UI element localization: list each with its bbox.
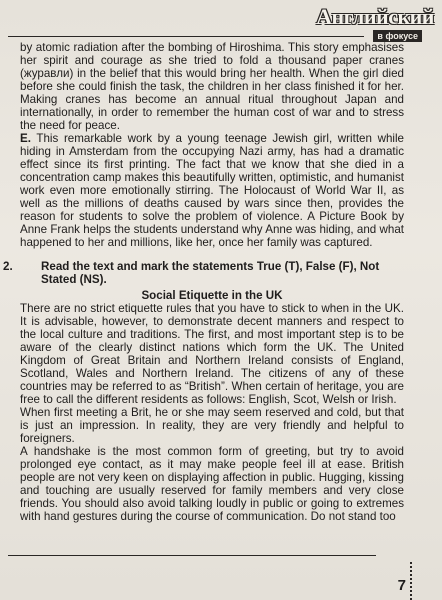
header-divider [8, 36, 364, 37]
body-paragraph-1: There are no strict etiquette rules that you have to stick to when in the UK. It is advisable, however, to demonstrate decent manners and respect to the local culture and traditions. The first, and most important step is to be aware of the clearly distinct nations which form the UK. The United Kingdom of Great Britain and Northern Ireland consists of England, Scotland, Wales and Northern Ireland. The citizens of any of these countries may be referred to as “British”. When certain of heritage, you are free to call the different residents as follows: English, Scot, Welsh or Irish. [20, 302, 404, 406]
body-paragraph-2: When first meeting a Brit, he or she may seem reserved and cold, but that is just an impression. In reality, they are very friendly and helpful to foreigners. [20, 406, 404, 445]
body-paragraph-3: A handshake is the most common form of greeting, but try to avoid prolonged eye contact, as it may make people feel ill at ease. British people are not very keen on displaying affection in public. Hugging, kissing and touching are usually reserved for family members and very close friends. You should also avoid talking loudly in public or going to extremes with hand gestures during the course of communication. Do not stand too [20, 445, 404, 523]
section-title: Social Etiquette in the UK [141, 289, 283, 302]
page-content [3, 41, 404, 523]
logo-title: Английский [316, 4, 434, 29]
item-e-text: This remarkable work by a young teenage Jewish girl, written while hiding in Amsterdam from the occupying Nazi army, has had a dramatic effect since its first printing. The fact that we know that she died in a concentration camp makes this beautifully written, optimistic, and humanist work even more emotionally stirring. The Holocaust of World War II, as well as the millions of deaths caused by wars since then, provides the reason for students to solve the problem of violence. A Picture Book by Anne Frank helps the students understand why Anne was hiding, and what happened to her and millions, like her, once her family was captured. [20, 132, 404, 249]
task-2 [3, 260, 404, 286]
item-letter-e: E. [20, 132, 31, 145]
footer-divider [8, 555, 376, 556]
paragraph-d-continued: by atomic radiation after the bombing of Hiroshima. This story emphasises her spirit and courage as she tried to fold a thousand paper cranes (журавли) in the belief that this would bring her health. When the girl died before she could finish the task, the children in her class finished it for her. Making cranes has become an annual ritual throughout Japan and internationally, in order to remember the human cost of war and to stress the need for peace. [20, 41, 404, 132]
page-edge-dots [410, 562, 412, 600]
paragraph-e [20, 132, 404, 249]
task-number: 2. [3, 260, 13, 273]
brand-logo [316, 4, 436, 46]
page-number: 7 [397, 577, 406, 594]
task-instruction: Read the text and mark the statements True (T), False (F), Not Stated (NS). [41, 260, 380, 286]
logo-subtitle: в фокусе [373, 30, 422, 42]
